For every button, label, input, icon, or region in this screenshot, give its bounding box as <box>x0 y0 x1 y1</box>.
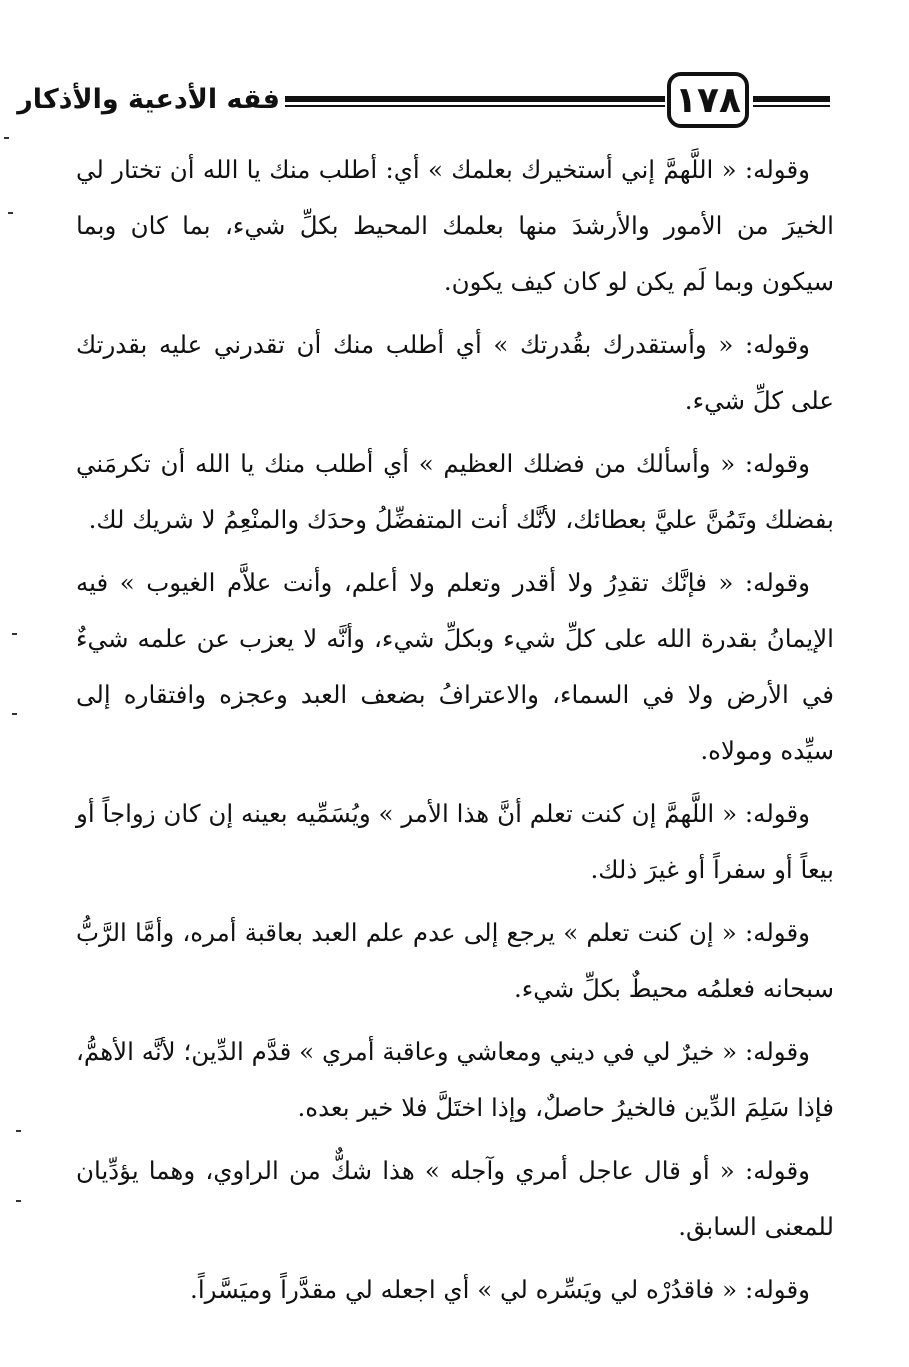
header-rule-left <box>285 96 665 110</box>
scan-mark <box>16 1200 21 1202</box>
paragraph: وقوله: « خيرٌ لي في ديني ومعاشي وعاقبة أمري » قدَّم الدِّين؛ لأنَّه الأهمُّ، فإذا سَلِمَ الدِّين فالخيرُ حاصلٌ، وإذا اختَلَّ فلا خير بعده. <box>76 1037 834 1122</box>
paragraph: وقوله: « وأستقدرك بقُدرتك » أي أطلب منك أن تقدرني عليه بقدرتك على كلِّ شيء. <box>76 330 834 415</box>
scan-mark <box>12 713 17 715</box>
scan-mark <box>16 1130 21 1132</box>
page-body <box>76 142 834 1325</box>
paragraph: وقوله: « أو قال عاجل أمري وآجله » هذا شكٌّ من الراوي، وهما يؤدِّيان للمعنى السابق. <box>76 1156 834 1241</box>
header-rule-thin <box>285 105 665 107</box>
paragraph: وقوله: « فاقدُرْه لي ويَسِّره لي » أي اجعله لي مقدَّراً وميَسَّراً. <box>190 1275 810 1304</box>
paragraph: وقوله: « إن كنت تعلم » يرجع إلى عدم علم العبد بعاقبة أمره، وأمَّا الرَّبُّ سبحانه فعلمُه محيطٌ بكلِّ شيء. <box>76 918 834 1003</box>
running-title: فقه الأدعية والأذكار <box>17 84 280 115</box>
paragraph: وقوله: « وأسألك من فضلك العظيم » أي أطلب منك يا الله أن تكرمَني بفضلك وتَمُنَّ عليَّ بعطائك، لأنَّك أنت المتفضِّلُ وحدَك والمنْعِمُ لا شريك لك. <box>76 449 834 534</box>
header-rule-thick <box>753 96 830 102</box>
paragraph: وقوله: « فإنَّك تقدِرُ ولا أقدر وتعلم ولا أعلم، وأنت علاَّم الغيوب » فيه الإيمانُ بقدرة الله على كلِّ شيء وبكلِّ شيء، وأنَّه لا يعزب عن علمه شيءٌ في الأرض ولا في السماء، والاعترافُ بضعف العبد وعجزه وافتقاره إلى سيِّده ومولاه. <box>76 568 834 765</box>
scan-mark <box>8 212 13 214</box>
header-rule-thick <box>285 96 665 102</box>
scan-mark <box>4 137 9 139</box>
paragraph: وقوله: « اللَّهمَّ إني أستخيرك بعلمك » أي: أطلب منك يا الله أن تختار لي الخيرَ من الأمور والأرشدَ منها بعلمك المحيط بكلِّ شيء، بما كان وبما سيكون وبما لَم يكن لو كان كيف يكون. <box>76 155 834 296</box>
page-number: ١٧٨ <box>667 72 749 128</box>
header-rule-right <box>753 96 830 110</box>
page-header <box>17 68 830 140</box>
paragraph: وقوله: « اللَّهمَّ إن كنت تعلم أنَّ هذا الأمر » ويُسَمِّيه بعينه إن كان زواجاً أو بيعاً أو سفراً أو غيرَ ذلك. <box>76 799 834 884</box>
scan-mark <box>12 633 17 635</box>
header-rule-thin <box>753 105 830 107</box>
